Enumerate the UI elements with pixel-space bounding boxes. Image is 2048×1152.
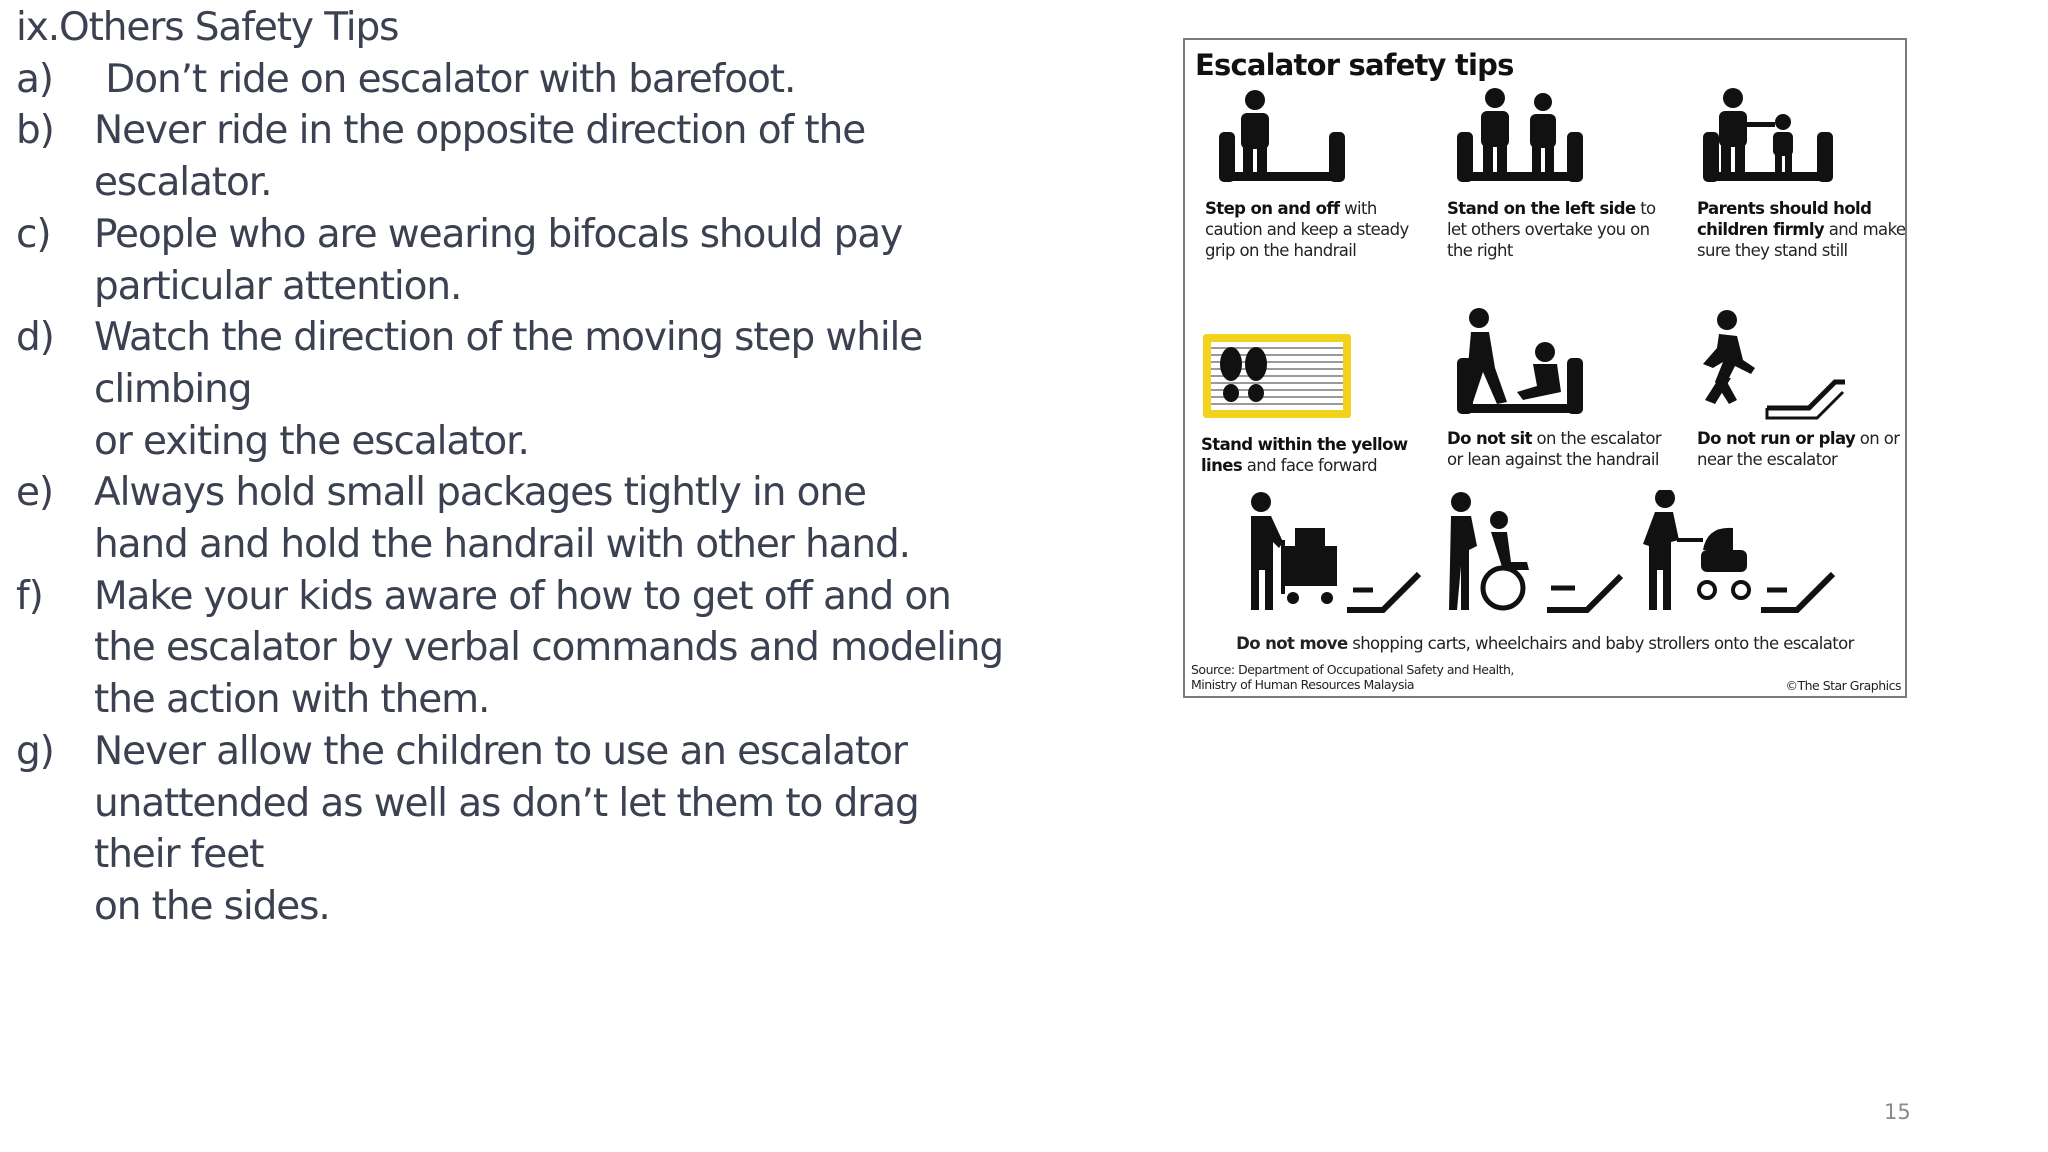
tip-line: climbing (94, 366, 252, 412)
tip-line: Don’t ride on escalator with barefoot. (94, 56, 796, 102)
tile-parents-hold-children (1697, 88, 1907, 261)
tip-marker: c) (16, 211, 51, 257)
tip-marker: d) (16, 315, 54, 361)
tip-line: particular attention. (94, 263, 462, 309)
tip-text (94, 312, 1056, 467)
tile-caption: Stand within the yellow lines and face forward (1201, 435, 1408, 475)
no-sitting-icon (1447, 308, 1597, 428)
parent-child-icon (1697, 88, 1847, 198)
tip-line: the action with them. (94, 677, 490, 723)
graphic-credit: ©The Star Graphics (1785, 678, 1901, 693)
tip-marker: a) (16, 56, 53, 102)
tip-line: on the sides. (94, 883, 330, 929)
tile-yellow-lines (1201, 330, 1421, 476)
tip-line: Always hold small packages tightly in one (94, 470, 866, 516)
tile-caption: Do not sit on the escalator or lean against the handrail (1447, 429, 1661, 469)
tile-step-on-off (1205, 88, 1425, 261)
source-note: Source: Department of Occupational Safety and Health, Ministry of Human Resources Malaysia (1191, 662, 1514, 692)
footprints-icon (1201, 330, 1361, 426)
tip-line: Never allow the children to use an escalator (94, 728, 907, 774)
tile-do-not-sit (1447, 308, 1667, 470)
escalator-safety-infographic (1183, 38, 1907, 698)
section-heading (16, 2, 1056, 54)
tile-caption: Parents should hold children firmly and make sure they stand still (1697, 199, 1906, 260)
tip-text (94, 209, 1056, 312)
tip-item (16, 312, 1056, 467)
tip-marker: b) (16, 108, 54, 154)
tip-marker: e) (16, 470, 54, 516)
tip-text (94, 105, 1056, 208)
running-icon (1697, 308, 1847, 428)
tip-text (94, 467, 1056, 570)
tip-line: hand and hold the handrail with other hand. (94, 522, 910, 568)
section-title: Others Safety Tips (59, 5, 399, 50)
tip-line: Never ride in the opposite direction of the (94, 108, 866, 154)
tile-do-not-run (1697, 308, 1907, 470)
tip-item (16, 54, 1056, 106)
tile-stand-left (1447, 88, 1667, 261)
tip-line: escalator. (94, 160, 272, 206)
tip-text (94, 726, 1056, 933)
baby-stroller-icon (1637, 490, 1837, 620)
wheelchair-icon (1447, 490, 1627, 620)
tip-item (16, 209, 1056, 312)
tip-line: Watch the direction of the moving step while (94, 315, 923, 361)
tips-list (16, 54, 1056, 933)
tip-text (94, 571, 1056, 726)
page-number: 15 (1884, 1100, 1911, 1124)
bottom-caption: Do not move shopping carts, wheelchairs and baby strollers onto the escalator (1236, 634, 1854, 653)
tip-item (16, 571, 1056, 726)
tip-line: their feet (94, 832, 264, 878)
tip-marker: g) (16, 728, 54, 774)
stand-left-icon (1447, 88, 1597, 198)
tip-line: unattended as well as don’t let them to drag (94, 780, 919, 826)
step-on-escalator-icon (1205, 88, 1355, 198)
tips-text-block (16, 2, 1056, 933)
tip-item (16, 726, 1056, 933)
tip-line: the escalator by verbal commands and modeling (94, 625, 1003, 671)
shopping-cart-icon (1243, 490, 1423, 620)
tip-text (94, 54, 1056, 106)
tip-line: People who are wearing bifocals should pay (94, 211, 903, 257)
tip-line: or exiting the escalator. (94, 418, 529, 464)
tile-caption: Do not run or play on or near the escalator (1697, 429, 1900, 469)
tip-marker: f) (16, 573, 43, 619)
tip-line: Make your kids aware of how to get off and on (94, 573, 951, 619)
tip-item (16, 467, 1056, 570)
infographic-title: Escalator safety tips (1195, 48, 1514, 82)
tip-item (16, 105, 1056, 208)
tile-caption: Step on and off with caution and keep a steady grip on the handrail (1205, 199, 1409, 260)
tile-caption: Stand on the left side to let others overtake you on the right (1447, 199, 1656, 260)
section-number: ix. (16, 5, 60, 50)
